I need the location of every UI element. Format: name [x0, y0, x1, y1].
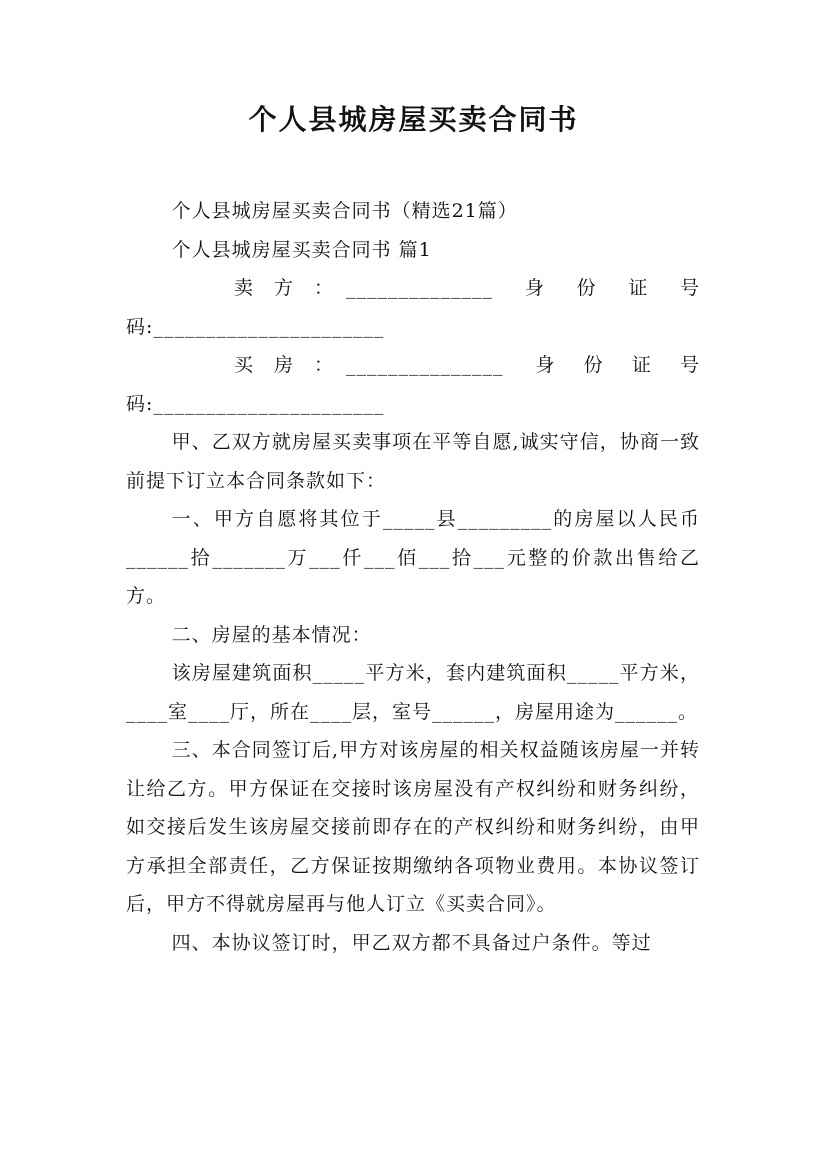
id-label-char: 份 — [576, 277, 597, 299]
id-label-char: 号 — [679, 277, 700, 299]
paragraph-clause-3: 三、本合同签订后,甲方对该房屋的相关权益随该房屋一并转让给乙方。甲方保证在交接时该房屋没有产权纠纷和财务纠纷，如交接后发生该房屋交接前即存在的产权纠纷和财务纠纷，由甲方承担全部责任，乙方保证按期缴纳各项物业费用。本协议签订后，甲方不得就房屋再与他人订立《买卖合同》。 — [126, 739, 700, 915]
document-subtitle: 个人县城房屋买卖合同书（精选21篇） — [171, 200, 518, 222]
seller-label: 卖 方 ： — [234, 277, 335, 299]
seller-id-number-line: 码:______________________ — [126, 315, 385, 338]
buyer-name-blank: _______________ — [346, 354, 504, 376]
document-body — [126, 192, 700, 962]
id-label-char: 身 — [525, 277, 546, 299]
id-label-char: 份 — [583, 354, 604, 376]
buyer-line — [126, 346, 700, 385]
paragraph-clause-1: 一、甲方自愿将其位于_____县_________的房屋以人民币______拾_______万___仟___佰___拾___元整的价款出售给乙方。 — [126, 508, 700, 607]
paragraph-clause-2-heading: 二、房屋的基本情况： — [171, 623, 372, 646]
seller-name-blank: ______________ — [346, 277, 493, 299]
seller-id-label — [493, 269, 700, 308]
buyer-id-number-line: 码:______________________ — [126, 392, 385, 415]
id-label-char: 身 — [535, 354, 556, 376]
paragraph-intro: 甲、乙双方就房屋买卖事项在平等自愿,诚实守信，协商一致前提下订立本合同条款如下： — [126, 431, 700, 492]
buyer-label: 买 房 ： — [234, 354, 335, 376]
id-label-char: 号 — [679, 354, 700, 376]
id-label-char: 证 — [628, 277, 649, 299]
seller-line — [126, 269, 700, 308]
buyer-id-label — [504, 346, 701, 385]
document-title: 个人县城房屋买卖合同书 — [248, 103, 579, 136]
paragraph-house-details: 该房屋建筑面积_____平方米，套内建筑面积_____平方米，____室____厅，所在____层，室号______，房屋用途为______。 — [126, 662, 700, 723]
section-heading: 个人县城房屋买卖合同书 篇1 — [171, 238, 432, 261]
paragraph-clause-4: 四、本协议签订时，甲乙双方都不具备过户条件。等过 — [171, 931, 652, 954]
id-label-char: 证 — [631, 354, 652, 376]
